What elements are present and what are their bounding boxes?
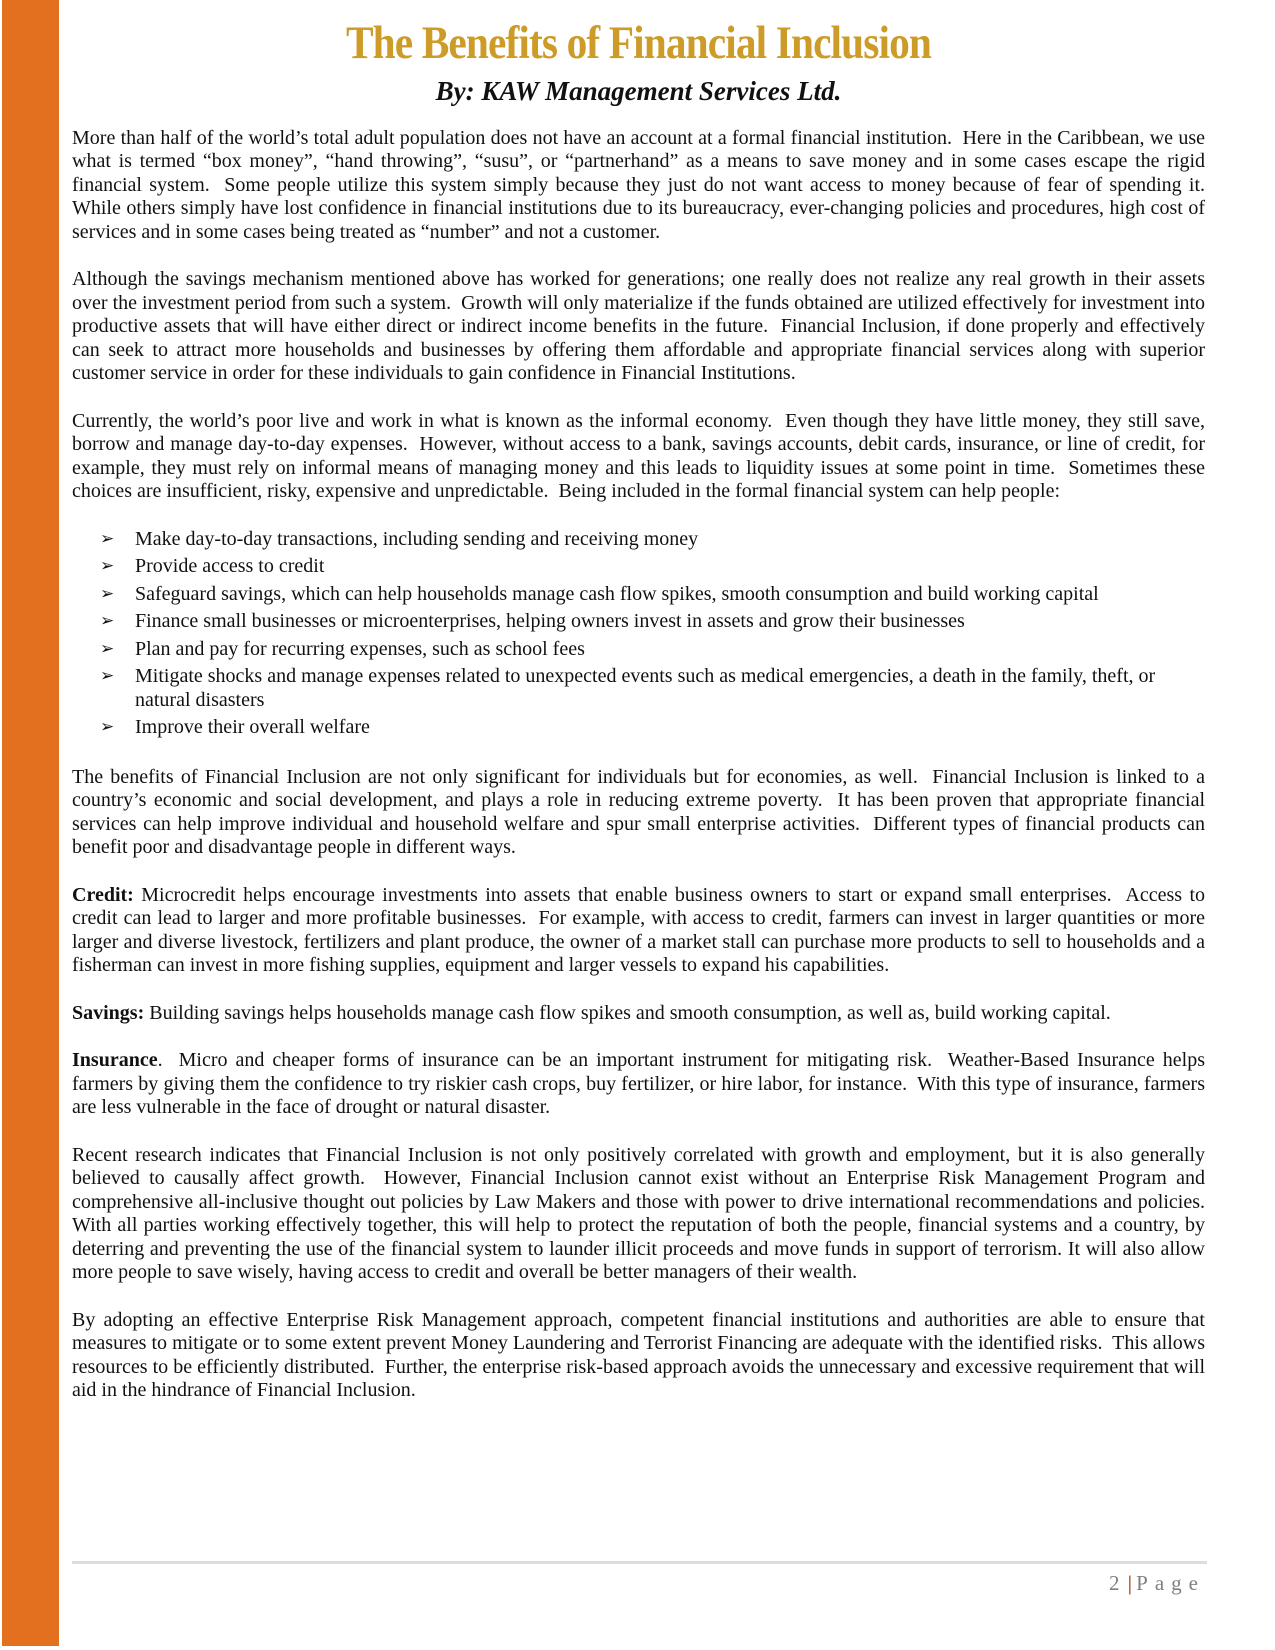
paragraph-informal-economy [72, 409, 1210, 504]
arrowhead-bullet-icon: ➢ [100, 611, 115, 632]
paragraph-savings [72, 1002, 1205, 1026]
paragraph-erm-approach [72, 1308, 1210, 1403]
list-item-text: Plan and pay for recurring expenses, such as school fees [135, 637, 585, 660]
list-item-text: Make day-to-day transactions, including sending and receiving money [135, 527, 699, 550]
page-title: The Benefits of Financial Inclusion [345, 17, 932, 69]
document-body [72, 10, 1215, 1427]
arrowhead-bullet-icon: ➢ [100, 528, 115, 549]
paragraph-text: Building savings helps households manage cash flow spikes and smooth consumption, as well as, build working capital. [144, 1001, 1111, 1024]
paragraph-lead: Credit: [72, 883, 134, 906]
list-item [100, 638, 1205, 662]
list-item [100, 665, 1205, 712]
paragraph-credit [72, 883, 1210, 978]
paragraph-insurance [72, 1049, 1210, 1120]
list-item [100, 555, 1205, 579]
page-number-footer [1109, 1571, 1205, 1596]
paragraph-text: By adopting an effective Enterprise Risk Management approach, competent financial institutions and authorities are able to ensure that measures to mitigate or to some extent prevent Money Laundering and Terrorist Financing are adequate with the identified risks. This allows resources to be efficiently distributed. Further, the enterprise risk-based approach avoids the unnecessary and excessive requirement that will aid in the hindrance of Financial Inclusion. [72, 1308, 1210, 1402]
arrowhead-bullet-icon: ➢ [100, 556, 115, 577]
paragraph-text: . Micro and cheaper forms of insurance can be an important instrument for mitigating risk. Weather-Based Insurance helps farmers by giving them the confidence to try riskier cash crops, buy fertilizer, or hire labor, for instance. With this type of insurance, farmers are less vulnerable in the face of drought or natural disaster. [72, 1049, 1210, 1119]
byline: By: KAW Management Services Ltd. [435, 75, 842, 106]
paragraph-intro [72, 126, 1215, 245]
left-accent-stripe [2, 0, 59, 1646]
paragraph-text: The benefits of Financial Inclusion are not only significant for individuals but for economies, as well. Financial Inclusion is linked to a country’s economic and social development, and plays a role in reducing extreme poverty. It has been proven that appropriate financial services can help improve individual and household welfare and spur small enterprise activities. Different types of financial products can benefit poor and disadvantage people in different ways. [72, 765, 1210, 859]
paragraph-recent-research [72, 1143, 1215, 1285]
arrowhead-bullet-icon: ➢ [100, 717, 115, 738]
benefits-bullet-list [72, 528, 1205, 740]
list-item [100, 583, 1205, 607]
paragraph-lead: Savings: [72, 1001, 145, 1024]
paragraph-text: Microcredit helps encourage investments into assets that enable business owners to start or expand small enterprises. Access to credit can lead to larger and more profitable businesses. For example, with access to credit, farmers can invest in larger quantities or more larger and diverse livestock, fertilizers and plant produce, the owner of a market stall can purchase more products to sell to households and a fisherman can invest in more fishing supplies, equipment and larger vessels to expand his capabilities. [72, 883, 1210, 977]
arrowhead-bullet-icon: ➢ [100, 666, 115, 687]
list-item [100, 528, 1205, 552]
page-label: Page [1136, 1571, 1205, 1595]
paragraph-lead: Insurance [72, 1049, 158, 1072]
paragraph-text: More than half of the world’s total adult population does not have an account at a formal financial institution. Here in the Caribbean, we use what is termed “box money”, “hand throwing”, “susu”, or “partnerhand” as a means to save money and in some cases escape the rigid financial system. Some people utilize this system simply because they just do not want access to money because of fear of spending it. While others simply have lost confidence in financial institutions due to its bureaucracy, ever-changing policies and procedures, high cost of services and in some cases being treated as “number” and not a customer. [72, 126, 1215, 243]
footer-separator-bar: | [1127, 1571, 1133, 1595]
list-item [100, 716, 1205, 740]
footer-divider [72, 1561, 1207, 1564]
arrowhead-bullet-icon: ➢ [100, 583, 115, 604]
paragraph-text: Recent research indicates that Financial Inclusion is not only positively correlated with growth and employment, but it is also generally believed to causally affect growth. However, Financial Inclusion cannot exist without an Enterprise Risk Management Program and comprehensive all-inclusive thought out policies by Law Makers and those with power to drive international recommendations and policies. With all parties working effectively together, this will help to protect the reputation of both the people, financial systems and a country, by deterring and preventing the use of the financial system to launder illicit proceeds and move funds in support of terrorism. It will also allow more people to save wisely, having access to credit and overall be better managers of their wealth. [72, 1143, 1215, 1284]
paragraph-text: Although the savings mechanism mentioned above has worked for generations; one really does not realize any real growth in their assets over the investment period from such a system. Growth will only materialize if the funds obtained are utilized effectively for investment into productive assets that will have either direct or indirect income benefits in the future. Financial Inclusion, if done properly and effectively can seek to attract more households and businesses by offering them affordable and appropriate financial services along with superior customer service in order for these individuals to gain confidence in Financial Institutions. [72, 268, 1210, 385]
list-item-text: Safeguard savings, which can help households manage cash flow spikes, smooth consumption and build working capital [135, 582, 1099, 605]
list-item-text: Improve their overall welfare [135, 716, 370, 739]
list-item-text: Provide access to credit [135, 555, 325, 578]
paragraph-text: Currently, the world’s poor live and work in what is known as the informal economy. Even though they have little money, they still save, borrow and manage day-to-day expenses. However, without access to a bank, savings accounts, debit cards, insurance, or line of credit, for example, they must rely on informal means of managing money and this leads to liquidity issues at some point in time. Sometimes these choices are insufficient, risky, expensive and unpredictable. Being included in the formal financial system can help people: [72, 409, 1210, 503]
paragraph-savings-mechanism [72, 268, 1210, 386]
paragraph-benefits-economies [72, 765, 1210, 860]
page-number: 2 [1109, 1571, 1122, 1595]
list-item [100, 610, 1205, 634]
list-item-text: Mitigate shocks and manage expenses related to unexpected events such as medical emergencies, a death in the family, theft, or natural disasters [135, 665, 1156, 711]
arrowhead-bullet-icon: ➢ [100, 638, 115, 659]
list-item-text: Finance small businesses or microenterprises, helping owners invest in assets and grow their businesses [135, 610, 965, 633]
